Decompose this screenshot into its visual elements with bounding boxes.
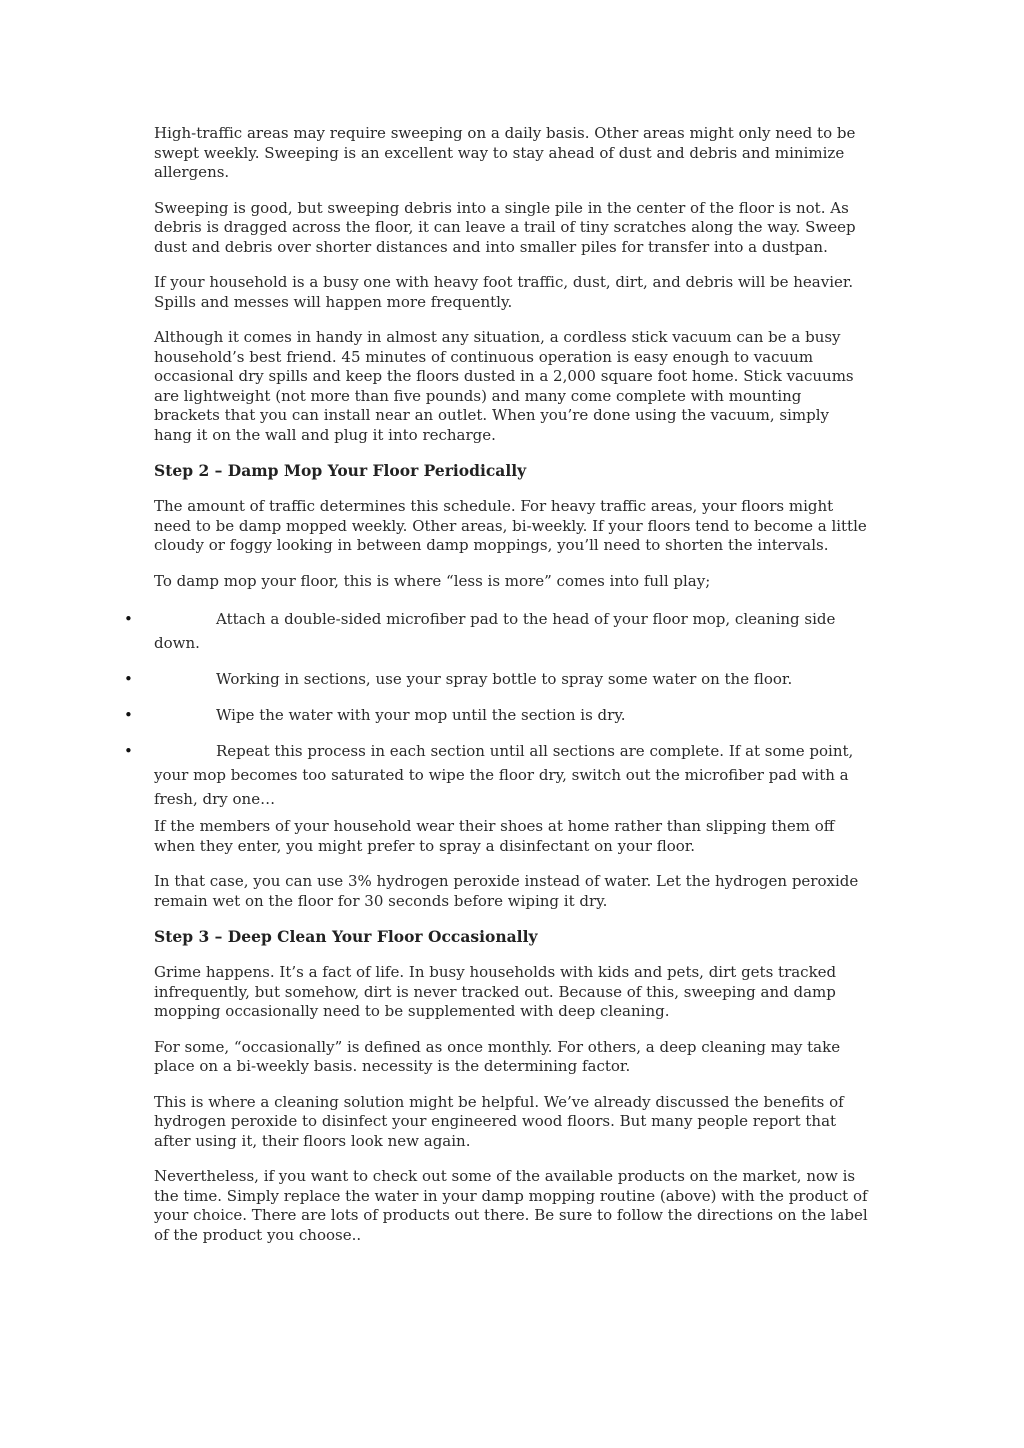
list-item-text: Working in sections, use your spray bottle to spray some water on the floor. — [216, 670, 793, 688]
list-item-text: Repeat this process in each section until all sections are complete. If at some point, your mop becomes too saturated to wipe the floor dry, switch out the microfiber pad with a fresh, dry one… — [154, 742, 854, 808]
intro-paragraph-3: If your household is a busy one with heavy foot traffic, dust, dirt, and debris will be heavier. Spills and messes will happen more frequently. — [154, 273, 854, 311]
list-item-text: Attach a double-sided microfiber pad to the head of your floor mop, cleaning side down. — [154, 610, 836, 652]
list-item-text: Wipe the water with your mop until the section is dry. — [216, 706, 626, 724]
list-item — [124, 667, 870, 691]
step3-heading: Step 3 – Deep Clean Your Floor Occasionally — [154, 927, 538, 946]
step2-after-paragraph-1: If the members of your household wear their shoes at home rather than slipping them off when they enter, you might prefer to spray a disinfectant on your floor. — [154, 817, 835, 855]
bullet-icon: • — [124, 742, 133, 760]
list-item — [124, 607, 870, 655]
list-item — [124, 703, 870, 727]
bullet-icon: • — [124, 706, 133, 724]
list-item — [124, 739, 870, 811]
bullet-icon: • — [124, 610, 133, 628]
step3-paragraph-2: For some, “occasionally” is defined as once monthly. For others, a deep cleaning may take place on a bi-weekly basis. necessity is the determining factor. — [154, 1037, 841, 1075]
intro-paragraph-2: Sweeping is good, but sweeping debris into a single pile in the center of the floor is not. As debris is dragged across the floor, it can leave a trail of tiny scratches along the way. Sweep dust and debris over shorter distances and into smaller piles for transfer into a dustpan. — [154, 198, 856, 256]
step3-paragraph-1: Grime happens. It’s a fact of life. In busy households with kids and pets, dirt gets tracked infrequently, but somehow, dirt is never tracked out. Because of this, sweeping and damp mopping occasionally need to be supplemented with deep cleaning. — [154, 963, 837, 1020]
step3-paragraph-3: This is where a cleaning solution might be helpful. We’ve already discussed the benefits of hydrogen peroxide to disinfect your engineered wood floors. But many people report that after using it, their floors look new again. — [154, 1092, 844, 1150]
step2-heading: Step 2 – Damp Mop Your Floor Periodically — [154, 461, 527, 480]
step2-paragraph-2: To damp mop your floor, this is where “less is more” comes into full play; — [154, 571, 711, 590]
intro-paragraph-4: Although it comes in handy in almost any situation, a cordless stick vacuum can be a busy household’s best friend. 45 minutes of continuous operation is easy enough to vacuum occasional dry spills and keep the floors dusted in a 2,000 square foot home. Stick vacuums are lightweight (not more than five pounds) and many come complete with mounting brackets that you can install near an outlet. When you’re done using the vacuum, simply hang it on the wall and plug it into recharge. — [154, 328, 854, 444]
intro-paragraph-1: High-traffic areas may require sweeping on a daily basis. Other areas might only need to be swept weekly. Sweeping is an excellent way to stay ahead of dust and debris and minimize allergens. — [154, 124, 856, 181]
damp-mop-steps-list — [124, 607, 870, 811]
step2-after-paragraph-2: In that case, you can use 3% hydrogen peroxide instead of water. Let the hydrogen peroxide remain wet on the floor for 30 seconds before wiping it dry. — [154, 872, 859, 910]
document-page — [124, 124, 870, 1261]
step3-paragraph-4: Nevertheless, if you want to check out some of the available products on the market, now is the time. Simply replace the water in your damp mopping routine (above) with the product of your choice. There are lots of products out there. Be sure to follow the directions on the label of the product you choose.. — [154, 1167, 868, 1244]
step2-paragraph-1: The amount of traffic determines this schedule. For heavy traffic areas, your floors might need to be damp mopped weekly. Other areas, bi-weekly. If your floors tend to become a little cloudy or foggy looking in between damp moppings, you’ll need to shorten the intervals. — [154, 497, 867, 554]
bullet-icon: • — [124, 670, 133, 688]
